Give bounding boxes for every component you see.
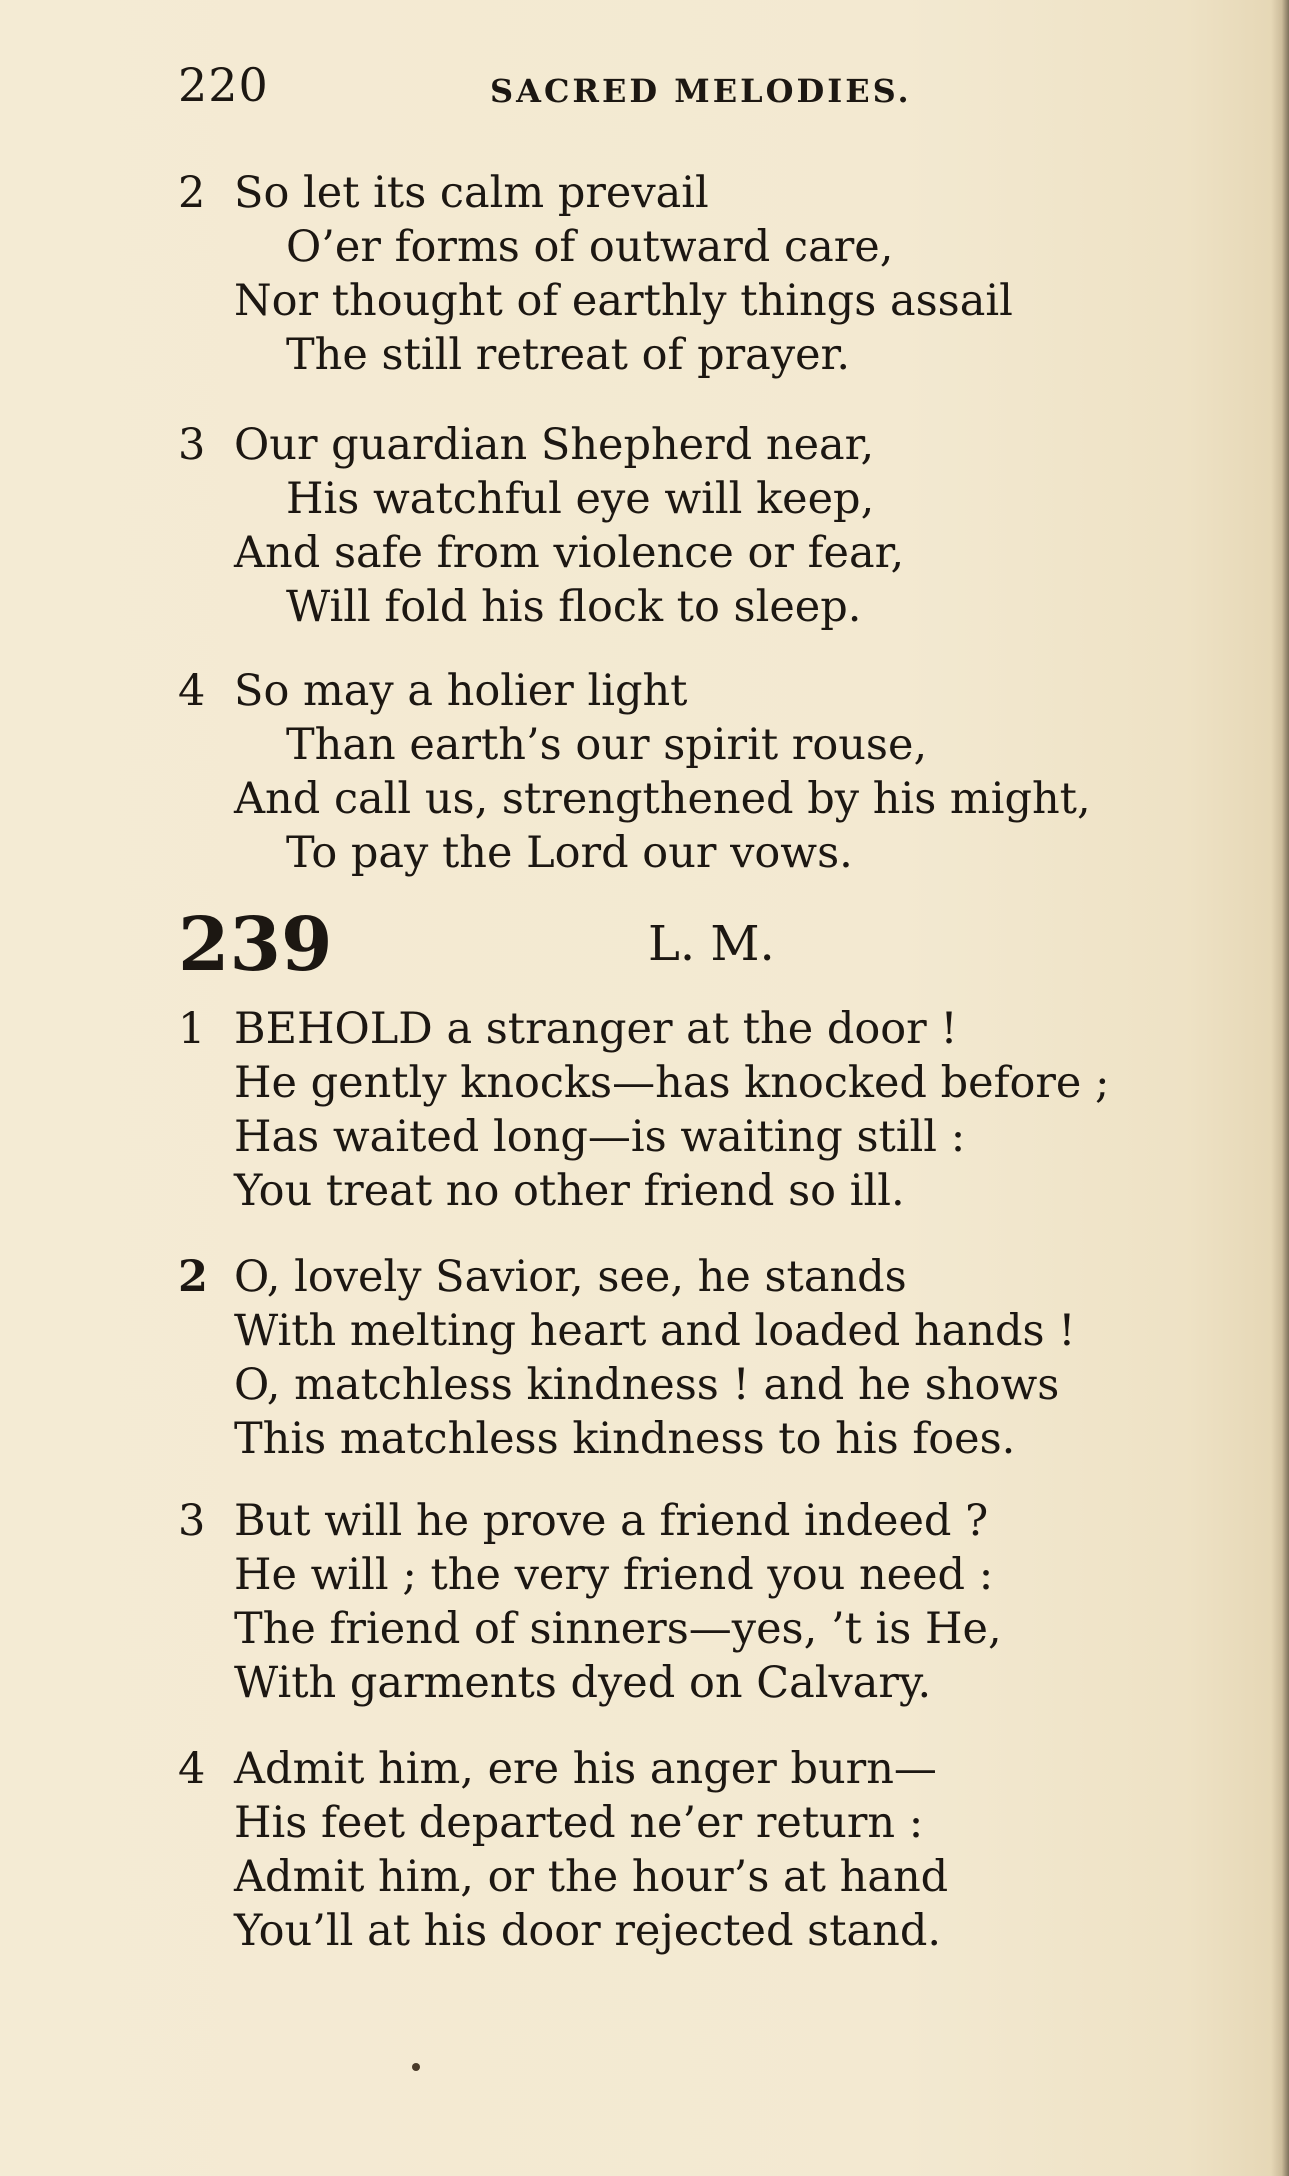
stanza-number: 4 bbox=[178, 1744, 206, 1794]
verse-text: So let its calm prevail bbox=[234, 168, 709, 218]
verse-line bbox=[178, 526, 1218, 580]
verse-line bbox=[178, 664, 1218, 718]
verse-text: But will he prove a friend indeed ? bbox=[234, 1496, 989, 1546]
page-number: 220 bbox=[178, 58, 269, 112]
verse-line bbox=[178, 772, 1218, 826]
verse-line bbox=[178, 1850, 1218, 1904]
hymn-heading bbox=[178, 900, 978, 990]
stanza-number: 4 bbox=[178, 666, 206, 716]
verse-line bbox=[178, 1656, 1218, 1710]
verse-line bbox=[178, 718, 1218, 772]
stanza-number: 1 bbox=[178, 1004, 206, 1054]
verse-text: O, matchless kindness ! and he shows bbox=[234, 1360, 1060, 1410]
verse-line bbox=[178, 1548, 1218, 1602]
verse-text: The friend of sinners—yes, ’t is He, bbox=[234, 1604, 1002, 1654]
stanza bbox=[178, 418, 1218, 634]
verse-line bbox=[178, 1164, 1218, 1218]
verse-text: BEHOLD a stranger at the door ! bbox=[234, 1004, 958, 1054]
stanza bbox=[178, 166, 1218, 382]
verse-line bbox=[178, 1358, 1218, 1412]
verse-line bbox=[178, 472, 1218, 526]
verse-text: And call us, strengthened by his might, bbox=[234, 774, 1091, 824]
running-title: SACRED MELODIES. bbox=[490, 72, 912, 110]
verse-line bbox=[178, 1904, 1218, 1958]
page-edge-shadow bbox=[1271, 0, 1289, 2176]
verse-text: You treat no other friend so ill. bbox=[234, 1166, 905, 1216]
verse-line bbox=[178, 220, 1218, 274]
verse-line bbox=[178, 826, 1218, 880]
verse-line bbox=[178, 1796, 1218, 1850]
verse-line bbox=[178, 1412, 1218, 1466]
verse-text: Admit him, ere his anger burn— bbox=[234, 1744, 937, 1794]
verse-text: Nor thought of earthly things assail bbox=[234, 276, 1013, 326]
verse-text: Admit him, or the hour’s at hand bbox=[234, 1852, 949, 1902]
verse-text: With melting heart and loaded hands ! bbox=[234, 1306, 1076, 1356]
stanza-number: 2 bbox=[178, 168, 206, 218]
stanza bbox=[178, 1250, 1218, 1466]
page-header bbox=[178, 58, 938, 118]
verse-line bbox=[178, 166, 1218, 220]
verse-line bbox=[178, 1742, 1218, 1796]
verse-line bbox=[178, 580, 1218, 634]
verse-line bbox=[178, 328, 1218, 382]
stanza bbox=[178, 1742, 1218, 1958]
verse-text: Than earth’s our spirit rouse, bbox=[286, 720, 928, 770]
verse-text: Our guardian Shepherd near, bbox=[234, 420, 875, 470]
verse-text: The still retreat of prayer. bbox=[286, 330, 851, 380]
stanza bbox=[178, 1494, 1218, 1710]
verse-line bbox=[178, 1602, 1218, 1656]
ink-speck bbox=[412, 2063, 420, 2071]
verse-line bbox=[178, 418, 1218, 472]
stanza bbox=[178, 664, 1218, 880]
verse-line bbox=[178, 1056, 1218, 1110]
verse-text: His feet departed ne’er return : bbox=[234, 1798, 924, 1848]
hymn-meter: L. M. bbox=[648, 916, 775, 972]
verse-text: O’er forms of outward care, bbox=[286, 222, 894, 272]
verse-text: Has waited long—is waiting still : bbox=[234, 1112, 966, 1162]
verse-text: He will ; the very friend you need : bbox=[234, 1550, 994, 1600]
verse-line bbox=[178, 274, 1218, 328]
verse-text: And safe from violence or fear, bbox=[234, 528, 905, 578]
verse-text: O, lovely Savior, see, he stands bbox=[234, 1252, 907, 1302]
verse-text: To pay the Lord our vows. bbox=[286, 828, 853, 878]
verse-line bbox=[178, 1494, 1218, 1548]
hymn-number: 239 bbox=[178, 902, 333, 988]
verse-line bbox=[178, 1250, 1218, 1304]
verse-line bbox=[178, 1110, 1218, 1164]
stanza-number: 3 bbox=[178, 1496, 206, 1546]
verse-text: His watchful eye will keep, bbox=[286, 474, 875, 524]
verse-line bbox=[178, 1304, 1218, 1358]
stanza-number: 3 bbox=[178, 420, 206, 470]
verse-line bbox=[178, 1002, 1218, 1056]
verse-text: You’ll at his door rejected stand. bbox=[234, 1906, 942, 1956]
verse-text: So may a holier light bbox=[234, 666, 688, 716]
stanza bbox=[178, 1002, 1218, 1218]
verse-text: Will fold his flock to sleep. bbox=[286, 582, 862, 632]
verse-text: With garments dyed on Calvary. bbox=[234, 1658, 932, 1708]
verse-text: This matchless kindness to his foes. bbox=[234, 1414, 1016, 1464]
verse-text: He gently knocks—has knocked before ; bbox=[234, 1058, 1110, 1108]
stanza-number: 2 bbox=[178, 1252, 208, 1302]
